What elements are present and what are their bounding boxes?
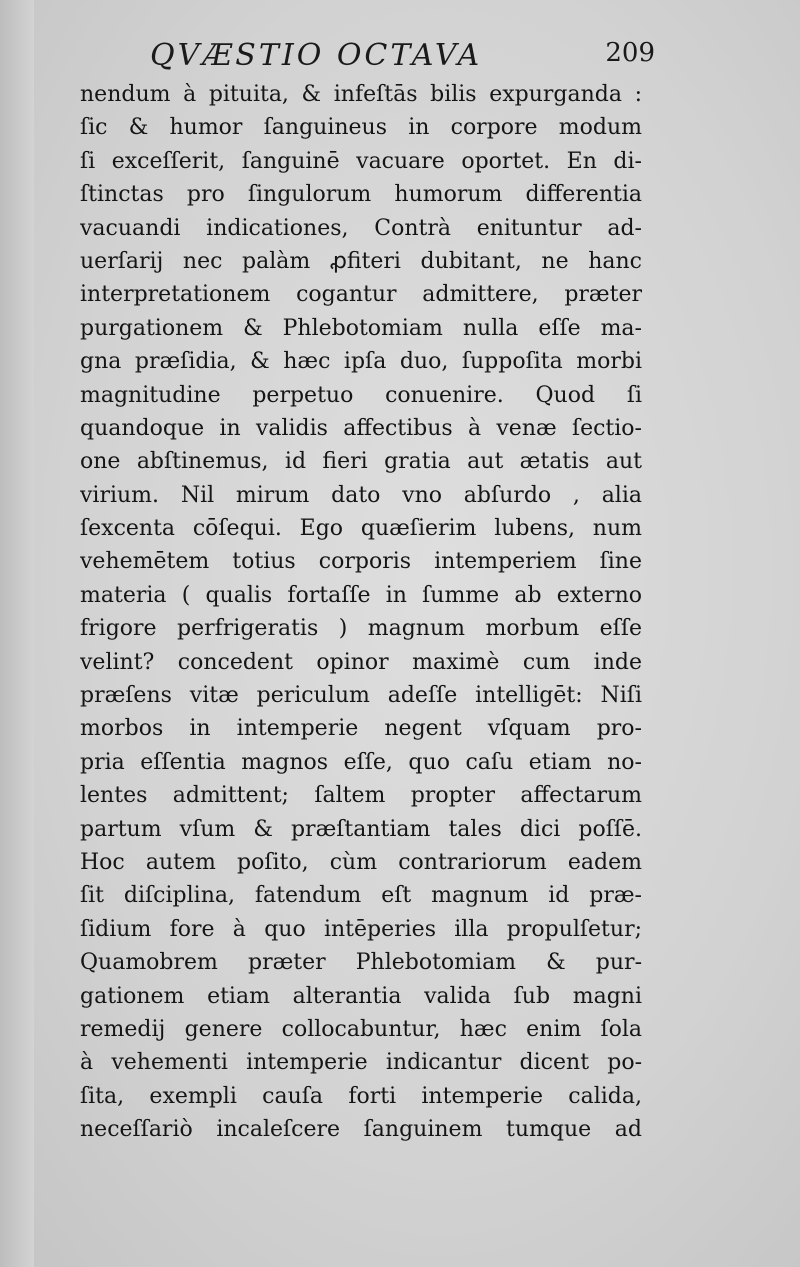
- text-line: ſexcenta cōſequi. Ego quæſierim lubens, num: [80, 516, 642, 542]
- text-line: remedij genere collocabuntur, hæc enim ſola: [80, 1016, 642, 1042]
- text-line: vehemētem totius corporis intemperiem ſine: [80, 549, 642, 575]
- text-line: nendum à pituita, & infeſtās bilis expurganda :: [80, 82, 642, 107]
- text-line: virium. Nil mirum dato vno abſurdo , alia: [80, 482, 642, 508]
- text-line: ſidium fore à quo intēperies illa propulſetur;: [80, 916, 642, 942]
- text-line: ſic & humor ſanguineus in corpore modum: [80, 115, 642, 141]
- text-line: one abſtinemus, id fieri gratia aut ætatis aut: [80, 449, 642, 475]
- running-title: QVÆSTIO OCTAVA: [150, 38, 483, 73]
- text-line: Hoc autem poſito, cùm contrariorum eadem: [80, 849, 642, 875]
- text-line: neceſſariò incaleſcere ſanguinem tumque ad: [80, 1117, 642, 1143]
- page-number: 209: [605, 38, 655, 68]
- text-line: frigore perfrigeratis ) magnum morbum eſſe: [80, 616, 642, 642]
- text-line: ſita, exempli cauſa forti intemperie calida,: [80, 1083, 642, 1109]
- text-line: partum vſum & præſtantiam tales dici poſſē.: [80, 816, 642, 842]
- text-line: quandoque in validis affectibus à venæ ſectio-: [80, 415, 642, 441]
- text-line: ſtinctas pro ſingulorum humorum differentia: [80, 182, 642, 208]
- text-line: lentes admittent; ſaltem propter affectarum: [80, 783, 642, 809]
- text-line: morbos in intemperie negent vſquam pro-: [80, 716, 642, 742]
- text-line: purgationem & Phlebotomiam nulla eſſe ma-: [80, 315, 642, 341]
- text-line: præſens vitæ periculum adeſſe intelligēt: Niſi: [80, 683, 642, 709]
- text-line: pria eſſentia magnos eſſe, quo caſu etiam no-: [80, 749, 642, 775]
- body-text: [80, 78, 642, 1147]
- text-line: à vehementi intemperie indicantur dicent po-: [80, 1050, 642, 1076]
- text-line: ſi exceſſerit, ſanguinē vacuare oportet. En di-: [80, 148, 642, 174]
- text-line: gna præſidia, & hæc ipſa duo, ſuppoſita morbi: [80, 349, 642, 375]
- text-line: velint? concedent opinor maximè cum inde: [80, 649, 642, 675]
- text-line: gationem etiam alterantia valida ſub magni: [80, 983, 642, 1009]
- running-head: [150, 38, 655, 78]
- text-line: interpretationem cogantur admittere, præter: [80, 282, 642, 308]
- text-line: Quamobrem præter Phlebotomiam & pur-: [80, 950, 642, 976]
- text-line: vacuandi indicationes, Contrà enituntur ad-: [80, 215, 642, 241]
- text-line: uerſarij nec palàm ꝓfiteri dubitant, ne hanc: [80, 248, 642, 274]
- text-line: magnitudine perpetuo conuenire. Quod ſi: [80, 382, 642, 408]
- text-line: ſit diſciplina, fatendum eſt magnum id præ-: [80, 883, 642, 909]
- page-gutter-shadow: [0, 0, 34, 1267]
- text-line: materia ( qualis fortaſſe in ſumme ab externo: [80, 582, 642, 608]
